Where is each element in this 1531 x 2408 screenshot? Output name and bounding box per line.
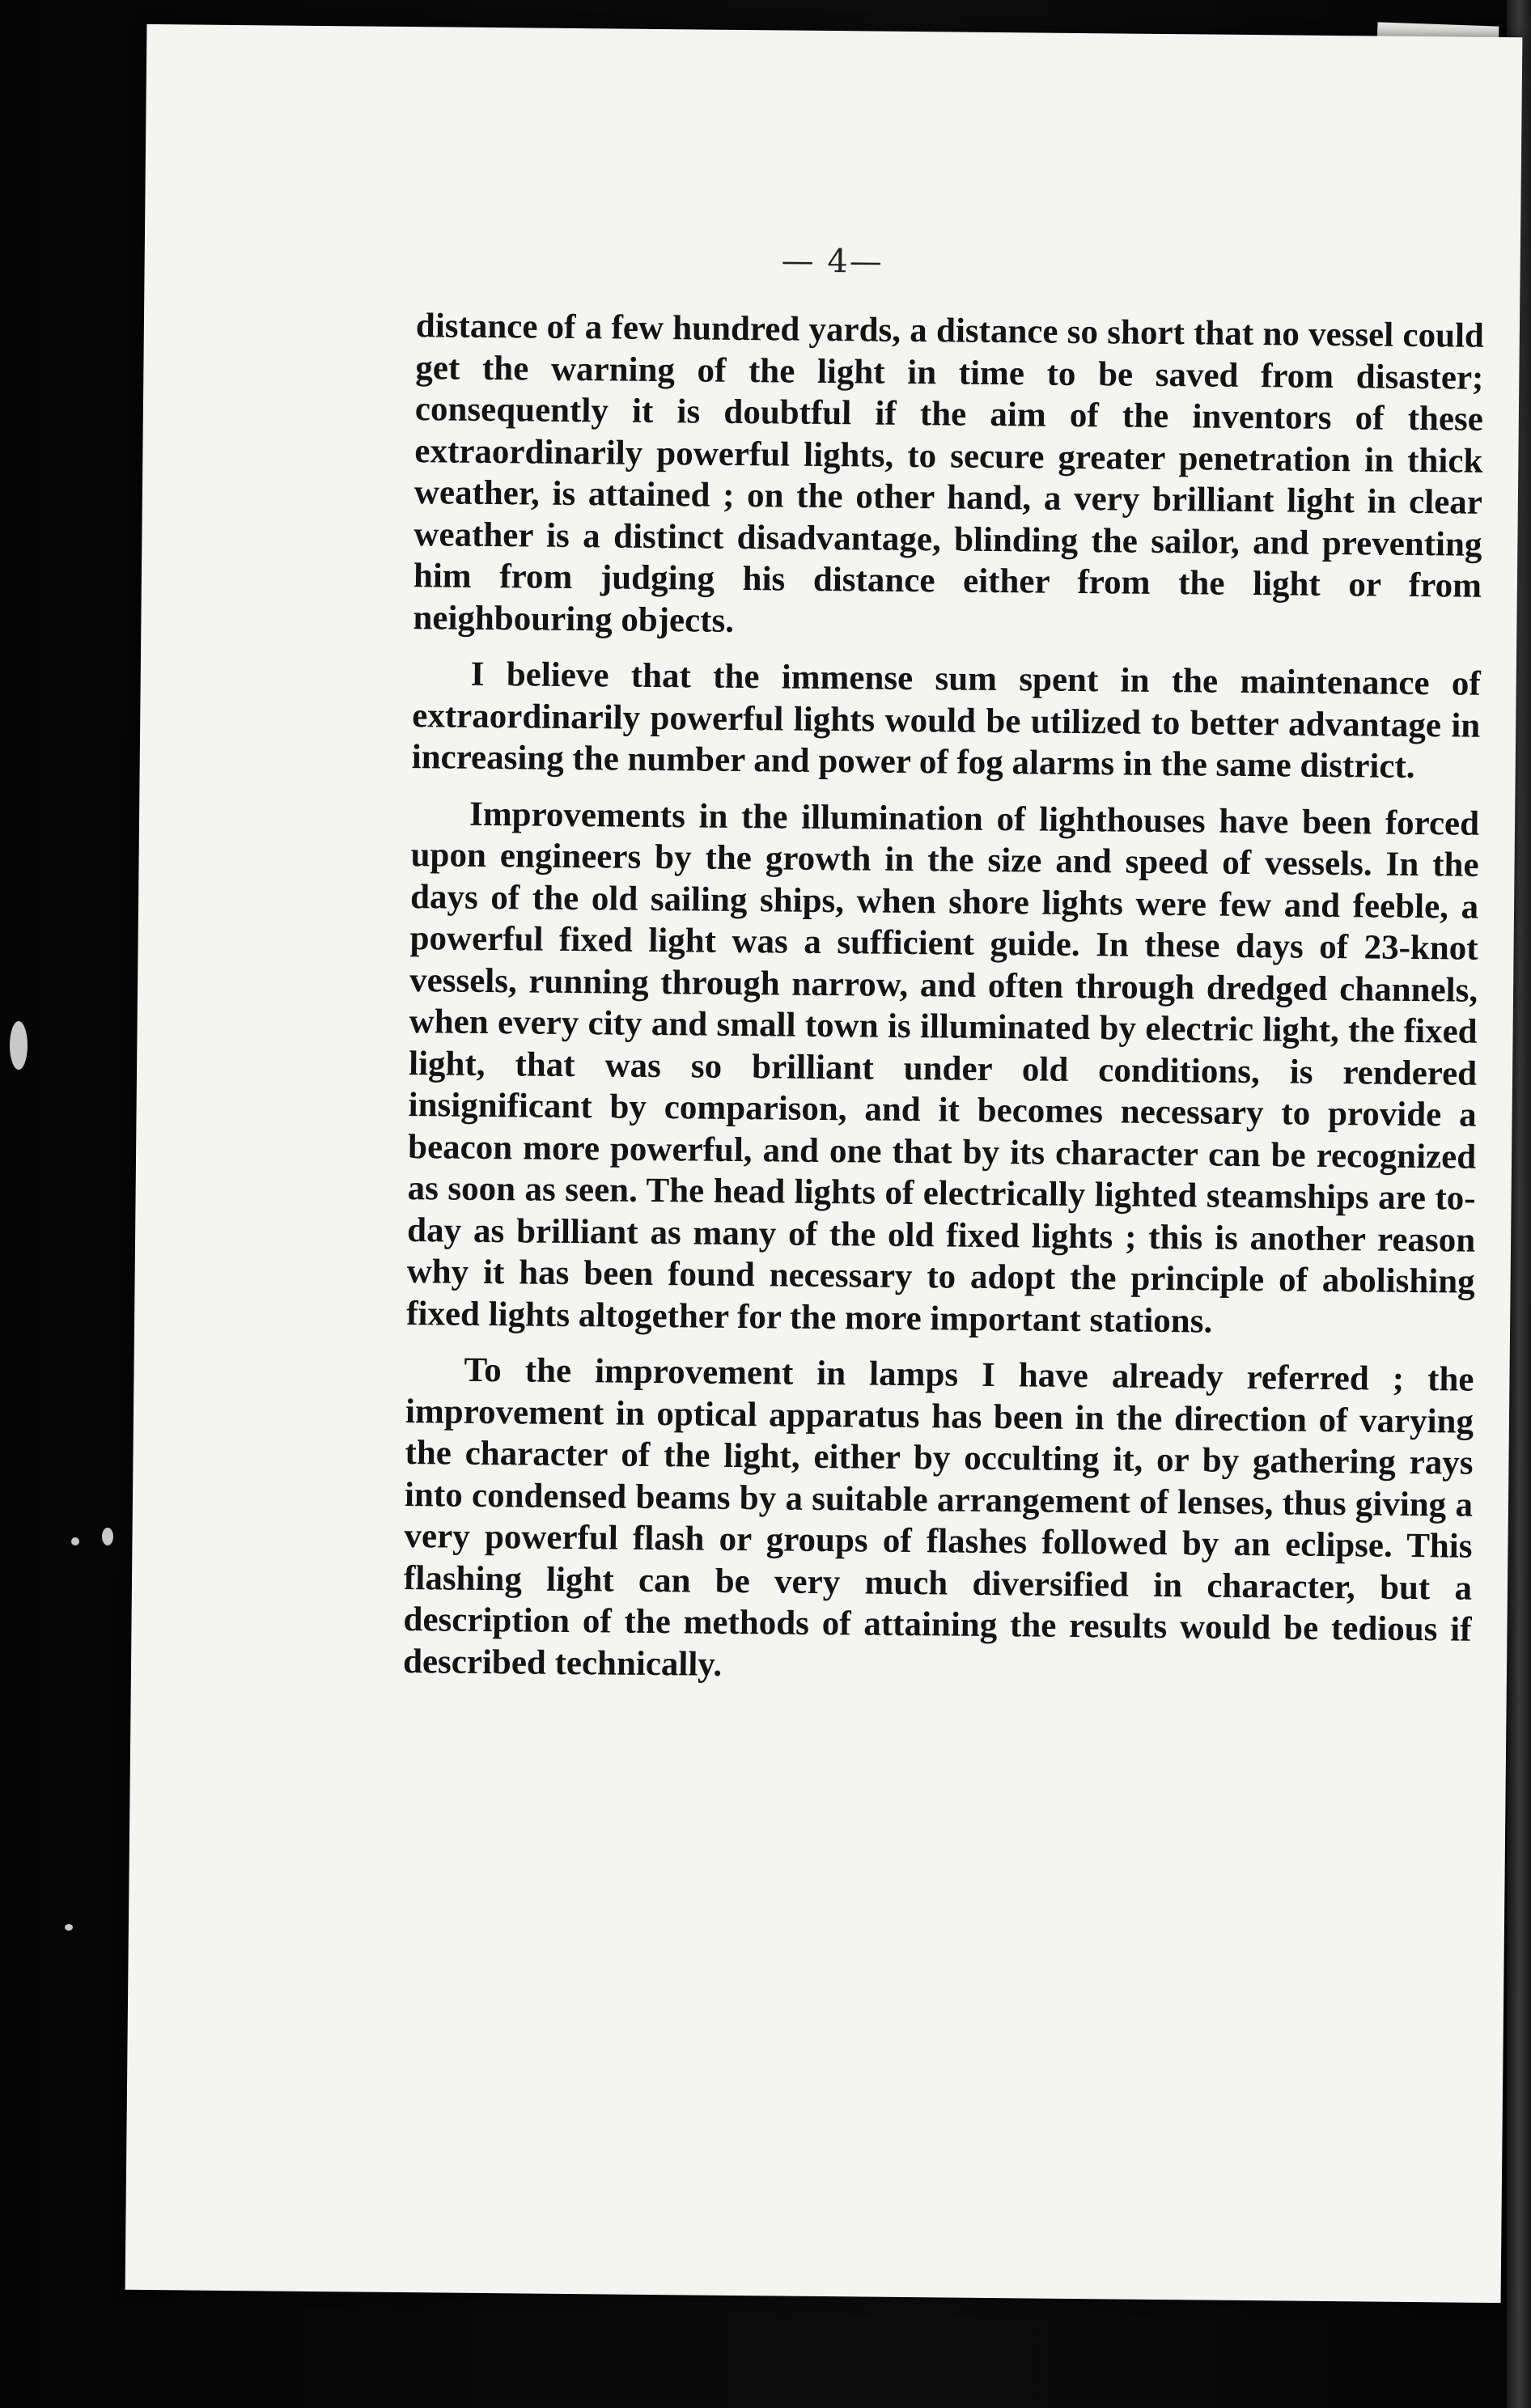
margin-speck: [71, 1537, 79, 1545]
margin-speck: [102, 1528, 113, 1545]
margin-speck: [65, 1924, 73, 1931]
paragraph: Improvements in the illumination of lighthouses have been forced upon engineers by the growth in the size and speed of vessels. In the days of the old sailing ships, when shore lights were few and feeble, a powerful fixed light was a sufficient guide. In these days of 23-knot vessels, running through narrow, and often through dredged channels, when every city and small town is illuminated by electric light, the fixed light, that was so brilliant under old conditions, is rendered insignificant by comparison, and it becomes necessary to provide a beacon more powerful, and one that by its character can be recognized as soon as seen. The head lights of electrically lighted steamships are to-day as brilliant as many of the old fixed lights ; this is another reason why it has been found necessary to adopt the principle of abolishing fixed lights altogether for the more important stations.: [405, 795, 1480, 1341]
body-text: [403, 305, 1484, 1707]
paragraph: distance of a few hundred yards, a distance so short that no vessel could get the warning of the light in time to be saved from disaster; consequently it is doubtful if the aim of the inventors of these extraordinarily powerful lights, to secure greater penetration in thick weather, is attained ; on the other hand, a very brilliant light in clear weather is a distinct disadvantage, blinding the sailor, and preventing him from judging his distance either from the light or from neighbouring objects.: [413, 307, 1485, 640]
paragraph: To the improvement in lamps I have already referred ; the improvement in optical apparatus has been in the direction of varying the character of the light, either by occulting it, or by gathering rays into condensed beams by a suitable arrangement of lenses, thus giving a very powerful flash or groups of flashes followed by an eclipse. This flashing light can be very much diversified in character, but a description of the methods of attaining the results would be tedious if described technically.: [402, 1350, 1474, 1684]
document-page: [125, 24, 1523, 2303]
margin-speck: [10, 1021, 28, 1070]
paragraph: I believe that the immense sum spent in the maintenance of extraordinarily powerful lights would be utilized to better advantage in increasing the number and power of fog alarms in the same district.: [411, 655, 1481, 786]
page-number: — 4—: [781, 242, 884, 281]
